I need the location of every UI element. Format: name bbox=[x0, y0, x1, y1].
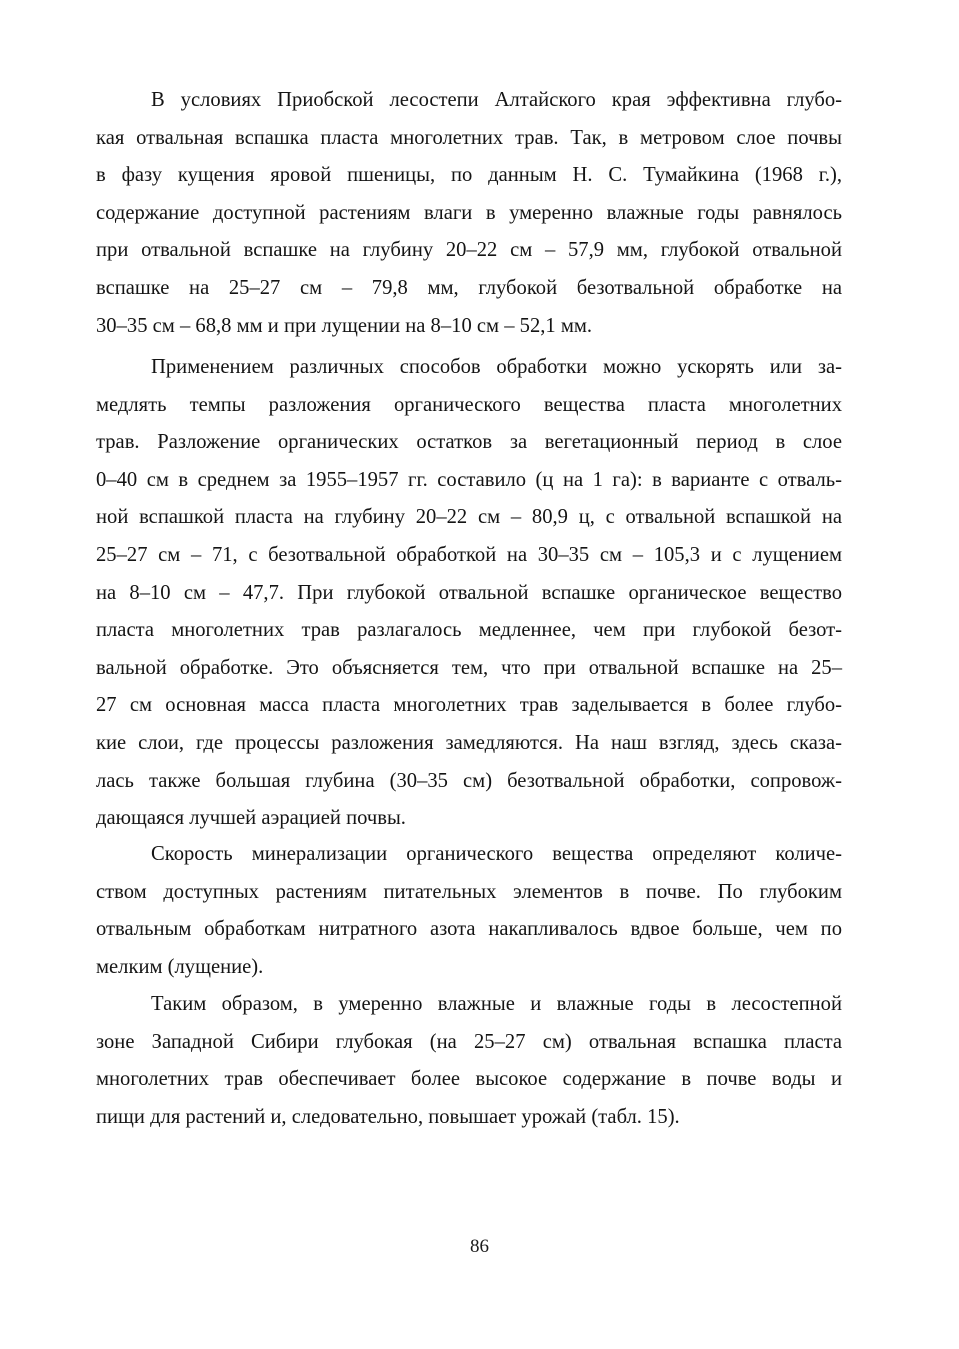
text-line: на 8–10 см – 47,7. При глубокой отвальной вспашке органическое вещество bbox=[96, 581, 842, 604]
text-line: в фазу кущения яровой пшеницы, по данным Н. С. Тумайкина (1968 г.), bbox=[96, 164, 842, 187]
text-line: вальной обработке. Это объясняется тем, что при отвальной вспашке на 25– bbox=[96, 656, 842, 679]
page-number: 86 bbox=[470, 1236, 489, 1257]
text-line: многолетних трав обеспечивает более высокое содержание в почве воды и bbox=[96, 1068, 842, 1091]
text-line: пищи для растений и, следовательно, повышает урожай (табл. 15). bbox=[96, 1105, 680, 1128]
text-line: содержание доступной растениям влаги в умеренно влажные годы равнялось bbox=[96, 201, 842, 224]
paragraph-4 bbox=[96, 986, 842, 1136]
text-line: трав. Разложение органических остатков за вегетационный период в слое bbox=[96, 431, 842, 454]
text-line: пласта многолетних трав разлагалось медленнее, чем при глубокой безот- bbox=[96, 619, 842, 642]
text-line: вспашке на 25–27 см – 79,8 мм, глубокой безотвальной обработке на bbox=[96, 276, 842, 299]
paragraph-1 bbox=[96, 82, 842, 345]
text-line: кая отвальная вспашка пласта многолетних трав. Так, в метровом слое почвы bbox=[96, 126, 842, 149]
text-line: Применением различных способов обработки можно ускорять или за- bbox=[151, 356, 842, 378]
text-line: зоне Западной Сибири глубокая (на 25–27 см) отвальная вспашка пласта bbox=[96, 1030, 842, 1053]
text-line: 30–35 см – 68,8 мм и при лущении на 8–10 см – 52,1 мм. bbox=[96, 314, 593, 337]
text-line: медлять темпы разложения органического вещества пласта многолетних bbox=[96, 393, 842, 416]
text-line: при отвальной вспашке на глубину 20–22 см – 57,9 мм, глубокой отвальной bbox=[96, 239, 842, 262]
text-line: лась также большая глубина (30–35 см) безотвальной обработки, сопровож- bbox=[96, 769, 842, 792]
text-line: Таким образом, в умеренно влажные и влажные годы в лесостепной bbox=[151, 993, 842, 1015]
text-line: ной вспашкой пласта на глубину 20–22 см – 80,9 ц, с отвальной вспашкой на bbox=[96, 506, 842, 529]
paragraph-3 bbox=[96, 836, 842, 986]
paragraph-2 bbox=[96, 349, 842, 838]
text-line: 27 см основная масса пласта многолетних трав заделывается в более глубо- bbox=[96, 694, 842, 717]
text-line: Скорость минерализации органического вещества определяют количе- bbox=[151, 843, 842, 865]
text-line: дающаяся лучшей аэрацией почвы. bbox=[96, 807, 406, 830]
text-line: мелким (лущение). bbox=[96, 955, 264, 978]
text-line: 25–27 см – 71, с безотвальной обработкой на 30–35 см – 105,3 и с лущением bbox=[96, 543, 842, 566]
text-line: ством доступных растениям питательных элементов в почве. По глубоким bbox=[96, 880, 842, 903]
text-line: 0–40 см в среднем за 1955–1957 гг. составило (ц на 1 га): в варианте с отваль- bbox=[96, 468, 842, 491]
text-line: В условиях Приобской лесостепи Алтайского края эффективна глубо- bbox=[151, 89, 842, 111]
text-line: кие слои, где процессы разложения замедляются. На наш взгляд, здесь сказа- bbox=[96, 731, 842, 754]
text-line: отвальным обработкам нитратного азота накапливалось вдвое больше, чем по bbox=[96, 918, 842, 941]
